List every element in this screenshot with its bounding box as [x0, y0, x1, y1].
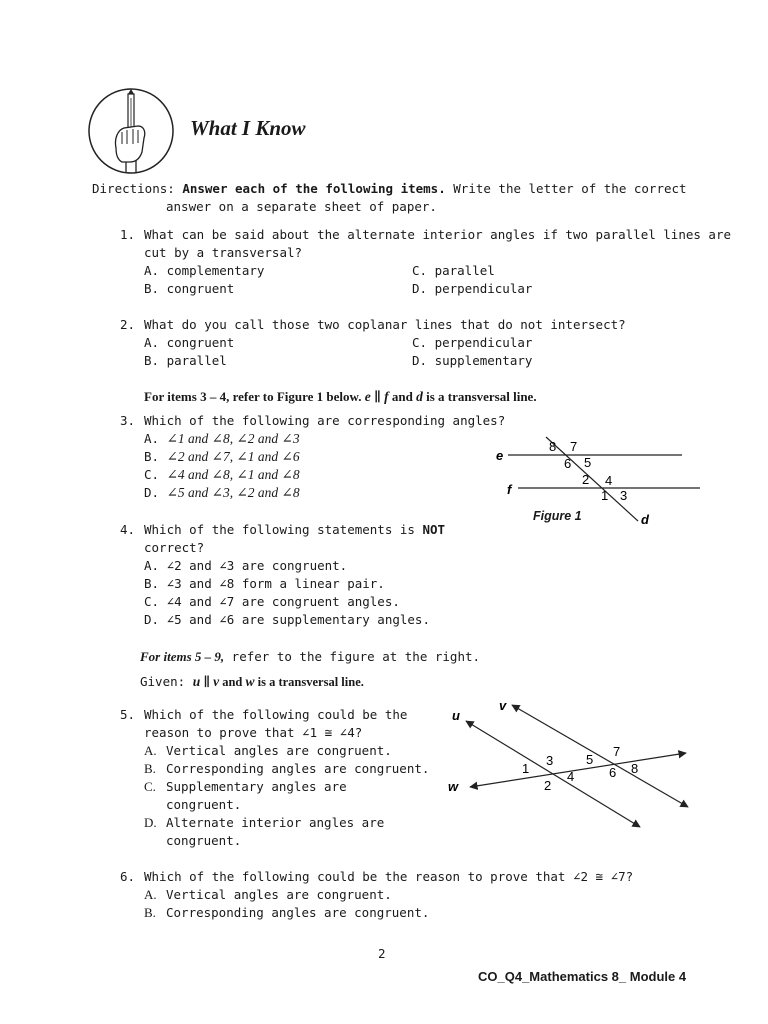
q5-line1: Which of the following could be the — [144, 707, 408, 722]
q6-option-a: Vertical angles are congruent. — [166, 887, 392, 902]
directions-line2: answer on a separate sheet of paper. — [166, 199, 437, 214]
angle-1: 1 — [601, 488, 609, 503]
q3-option-d: D. ∠5 and ∠3, ∠2 and ∠8 — [144, 485, 300, 500]
directions-bold: Answer each of the following items. — [182, 181, 446, 196]
angle-6: 6 — [609, 765, 617, 780]
note34-d: d — [416, 389, 423, 404]
q2-number: 2. — [120, 317, 136, 332]
line-w — [470, 753, 686, 787]
note-items-3-4 — [144, 388, 537, 406]
q5-option-c-letter: C. — [144, 779, 156, 794]
note34-and: and — [388, 389, 417, 404]
q1-option-b: B. congruent — [144, 281, 235, 296]
angle-6: 6 — [564, 456, 572, 471]
page-title: What I Know — [190, 116, 306, 140]
label-v: v — [499, 698, 507, 713]
q3-line1: Which of the following are corresponding angles? — [144, 413, 506, 428]
q5-option-a: Vertical angles are congruent. — [166, 743, 392, 758]
angle-4: 4 — [567, 769, 575, 784]
angle-7: 7 — [613, 744, 621, 759]
q2-option-c: C. perpendicular — [412, 335, 533, 350]
note34-post: is a transversal line. — [422, 389, 537, 404]
directions-rest: Write the letter of the correct — [453, 181, 687, 196]
q3-option-a: A. ∠1 and ∠8, ∠2 and ∠3 — [144, 431, 300, 446]
q4-option-d: D. ∠5 and ∠6 are supplementary angles. — [144, 612, 430, 627]
label-e: e — [496, 448, 504, 463]
q1-number: 1. — [120, 227, 136, 242]
label-f: f — [507, 482, 512, 497]
q5-option-d-letter: D. — [144, 815, 157, 830]
note34-parallel: ∥ — [370, 389, 385, 404]
q2-line1: What do you call those two coplanar lines that do not intersect? — [144, 317, 626, 332]
q5-option-c-line1: Supplementary angles are — [166, 779, 347, 794]
angle-1: 1 — [522, 761, 530, 776]
q1-option-d: D. perpendicular — [412, 281, 533, 296]
line-v — [512, 705, 688, 807]
note34-pre: For items 3 – 4, refer to Figure 1 below. — [144, 389, 362, 404]
hand-holding-pencil-icon — [86, 86, 176, 176]
q5-option-d-line1: Alternate interior angles are — [166, 815, 385, 830]
angle-4: 4 — [605, 473, 613, 488]
angle-2: 2 — [582, 472, 590, 487]
q1-line1: What can be said about the alternate interior angles if two parallel lines are — [144, 227, 731, 242]
directions-line1 — [92, 180, 687, 198]
angle-3: 3 — [546, 753, 554, 768]
label-w: w — [448, 779, 459, 794]
q3-option-b: B. ∠2 and ∠7, ∠1 and ∠6 — [144, 449, 300, 464]
q4-option-b: B. ∠3 and ∠8 form a linear pair. — [144, 576, 385, 591]
angle-2: 2 — [544, 778, 552, 793]
angle-5: 5 — [584, 455, 592, 470]
q3-number: 3. — [120, 413, 136, 428]
note34-e: e — [364, 389, 371, 404]
q1-option-a: A. complementary — [144, 263, 265, 278]
q4-line1: Which of the following statements is NOT — [144, 522, 446, 537]
q6-option-b: Corresponding angles are congruent. — [166, 905, 430, 920]
given-line: Given: u ∥ v and w is a transversal line. — [140, 674, 364, 689]
q5-option-a-letter: A. — [144, 743, 157, 758]
q1-option-c: C. parallel — [412, 263, 495, 278]
figure-1-caption: Figure 1 — [533, 509, 582, 523]
q5-option-c-line2: congruent. — [166, 797, 242, 812]
label-d: d — [641, 512, 649, 527]
q6-option-b-letter: B. — [144, 905, 156, 920]
q5-line2: reason to prove that ∠1 ≅ ∠4? — [144, 725, 363, 740]
note-items-5-9: For items 5 – 9, refer to the figure at the right. — [140, 649, 481, 664]
q5-option-b-letter: B. — [144, 761, 156, 776]
q6-number: 6. — [120, 869, 136, 884]
angle-5: 5 — [586, 752, 594, 767]
page-number: 2 — [378, 946, 386, 961]
q4-option-a: A. ∠2 and ∠3 are congruent. — [144, 558, 348, 573]
q2-option-b: B. parallel — [144, 353, 227, 368]
q6-line1: Which of the following could be the reason to prove that ∠2 ≅ ∠7? — [144, 869, 634, 884]
q4-option-c: C. ∠4 and ∠7 are congruent angles. — [144, 594, 400, 609]
angle-8: 8 — [631, 761, 639, 776]
angle-3: 3 — [620, 488, 628, 503]
figure-1 — [490, 430, 710, 535]
q2-option-a: A. congruent — [144, 335, 235, 350]
angle-8: 8 — [549, 439, 557, 454]
note34-f: f — [384, 389, 389, 404]
directions-label: Directions: — [92, 181, 175, 196]
figure-2 — [440, 695, 700, 840]
q5-option-b: Corresponding angles are congruent. — [166, 761, 430, 776]
q5-number: 5. — [120, 707, 136, 722]
angle-7: 7 — [570, 439, 578, 454]
q3-option-c: C. ∠4 and ∠8, ∠1 and ∠8 — [144, 467, 300, 482]
q1-line2: cut by a transversal? — [144, 245, 303, 260]
label-u: u — [452, 708, 460, 723]
q4-line2: correct? — [144, 540, 205, 555]
q2-option-d: D. supplementary — [412, 353, 533, 368]
q4-number: 4. — [120, 522, 136, 537]
module-footer: CO_Q4_Mathematics 8_ Module 4 — [478, 969, 687, 984]
q5-option-d-line2: congruent. — [166, 833, 242, 848]
q6-option-a-letter: A. — [144, 887, 157, 902]
